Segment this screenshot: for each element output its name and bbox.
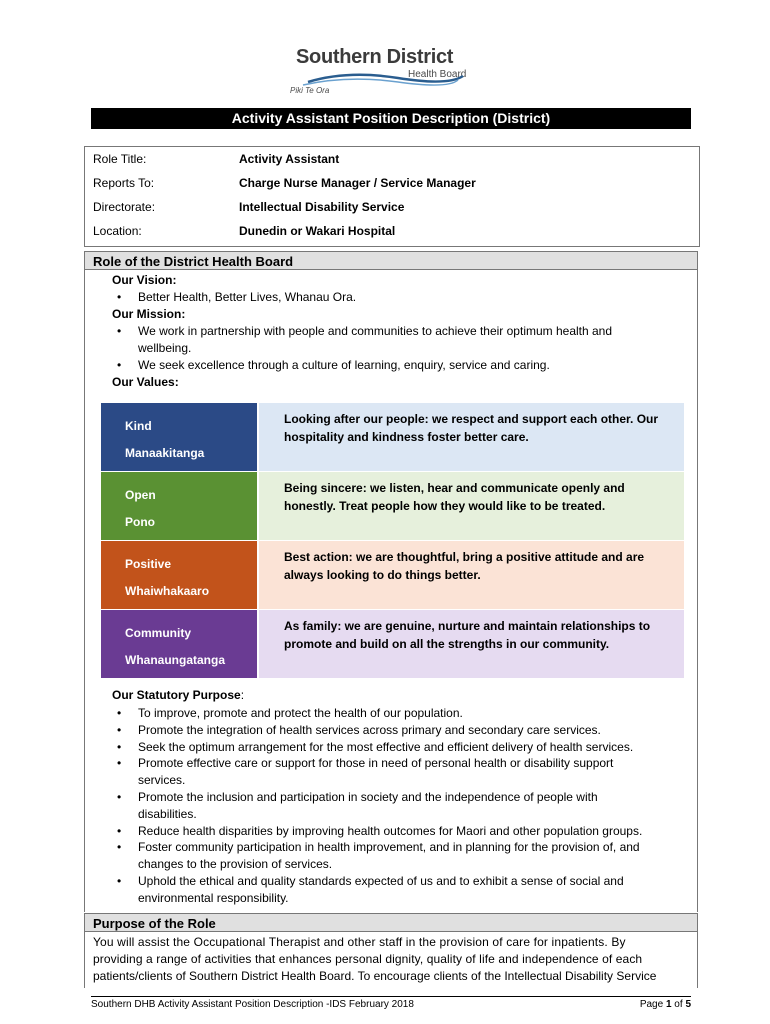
value-desc: hospitality and kindness foster better care. (284, 430, 529, 444)
bullet: • (117, 756, 122, 771)
statutory-item: Foster community participation in health improvement, and in planning for the provision of, and (138, 840, 640, 855)
bullet: • (117, 722, 122, 737)
value-maori: Pono (125, 515, 155, 529)
mission-label: Our Mission: (112, 307, 186, 321)
value-name-cell (101, 610, 257, 678)
value-name: Open (125, 488, 156, 502)
value-desc-cell (259, 472, 684, 540)
footer-page-of: of (671, 999, 686, 1010)
value-desc: always looking to do things better. (284, 568, 481, 582)
value-name: Kind (125, 419, 152, 433)
footer-total-pages: 5 (685, 999, 691, 1010)
bullet: • (117, 739, 122, 754)
value-desc-cell (259, 541, 684, 609)
values-label: Our Values: (112, 375, 179, 389)
footer-doc-title: Southern DHB Activity Assistant Position Description -IDS February 2018 (91, 999, 414, 1010)
bullet: • (117, 706, 122, 720)
value-desc: As family: we are genuine, nurture and maintain relationships to (284, 619, 651, 633)
value-row-kind (101, 403, 684, 471)
purpose-line: providing a range of activities that enhances personal dignity, quality of life and independence of each (93, 952, 643, 966)
value-name: Community (125, 626, 191, 640)
statutory-item: Promote the integration of health services across primary and secondary care services. (138, 722, 601, 737)
value-row-community (101, 610, 684, 678)
directorate-label: Directorate: (93, 200, 156, 214)
statutory-label (112, 688, 244, 702)
statutory-item: Seek the optimum arrangement for the most effective and efficient delivery of health services. (138, 739, 634, 754)
value-maori: Whaiwhakaaro (125, 584, 210, 598)
mission-item-2: We seek excellence through a culture of learning, enquiry, service and caring. (138, 358, 550, 372)
value-desc: promote and build on all the strengths in our community. (284, 637, 610, 651)
value-name-cell (101, 403, 257, 471)
directorate-value: Intellectual Disability Service (239, 200, 405, 214)
logo-line2: Health Board (408, 69, 467, 80)
role-info-table (84, 146, 700, 247)
statutory-label-text: Our Statutory Purpose (112, 688, 241, 702)
statutory-item: environmental responsibility. (138, 890, 289, 905)
vision-label: Our Vision: (112, 273, 177, 287)
footer-page-prefix: Page (639, 999, 666, 1010)
value-row-positive (101, 541, 684, 609)
bullet: • (117, 840, 122, 855)
value-desc: Best action: we are thoughtful, bring a positive attitude and are (284, 550, 645, 564)
statutory-item: services. (138, 773, 186, 788)
role-title-label: Role Title: (93, 152, 147, 166)
vision-item: Better Health, Better Lives, Whanau Ora. (138, 290, 357, 304)
purpose-section-heading: Purpose of the Role (84, 913, 698, 932)
purpose-line: You will assist the Occupational Therapist and other staff in the provision of care for inpatients. By (93, 935, 626, 949)
value-desc: Being sincere: we listen, hear and communicate openly and (284, 481, 625, 495)
purpose-line: patients/clients of Southern District Health Board. To encourage clients of the Intellectual Disability Service (93, 969, 657, 983)
bullet: • (117, 823, 122, 838)
value-name-cell (101, 472, 257, 540)
value-desc-cell (259, 403, 684, 471)
value-name-cell (101, 541, 257, 609)
bullet: • (117, 324, 122, 338)
logo-tagline: Piki Te Ora (290, 86, 330, 95)
value-maori: Manaakitanga (125, 446, 205, 460)
statutory-item: Uphold the ethical and quality standards expected of us and to exhibit a sense of social and (138, 874, 624, 888)
mission-item-1-cont: wellbeing. (138, 341, 192, 355)
value-desc-cell (259, 610, 684, 678)
footer-page-number (640, 999, 691, 1010)
district-health-board-logo (288, 44, 468, 100)
footer-current-page: 1 (665, 999, 672, 1010)
bullet: • (117, 290, 122, 304)
mission-item-1: We work in partnership with people and communities to achieve their optimum health and (138, 324, 613, 338)
statutory-item: disabilities. (138, 806, 197, 821)
statutory-item: Promote effective care or support for those in need of personal health or disability support (138, 756, 614, 771)
page-title: Activity Assistant Position Description (District) (91, 108, 691, 129)
bullet: • (117, 790, 122, 804)
statutory-label-colon: : (240, 688, 245, 702)
bullet: • (117, 874, 122, 888)
reports-to-value: Charge Nurse Manager / Service Manager (239, 176, 476, 190)
statutory-item: Promote the inclusion and participation in society and the independence of people with (138, 790, 598, 804)
location-label: Location: (93, 224, 142, 238)
role-title-value: Activity Assistant (239, 152, 340, 166)
value-desc: honestly. Treat people how they would like to be treated. (284, 499, 606, 513)
location-value: Dunedin or Wakari Hospital (239, 224, 396, 238)
value-maori: Whanaungatanga (125, 653, 226, 667)
reports-to-label: Reports To: (93, 176, 155, 190)
role-section-heading: Role of the District Health Board (84, 251, 698, 270)
statutory-item: changes to the provision of services. (138, 857, 333, 872)
bullet: • (117, 358, 122, 372)
statutory-item: To improve, promote and protect the health of our population. (138, 706, 463, 720)
page-footer (91, 996, 691, 1010)
statutory-item: Reduce health disparities by improving health outcomes for Maori and other population groups. (138, 823, 643, 838)
value-desc: Looking after our people: we respect and support each other. Our (284, 412, 659, 426)
logo-line1: Southern District (296, 46, 454, 68)
value-name: Positive (125, 557, 172, 571)
value-row-open (101, 472, 684, 540)
